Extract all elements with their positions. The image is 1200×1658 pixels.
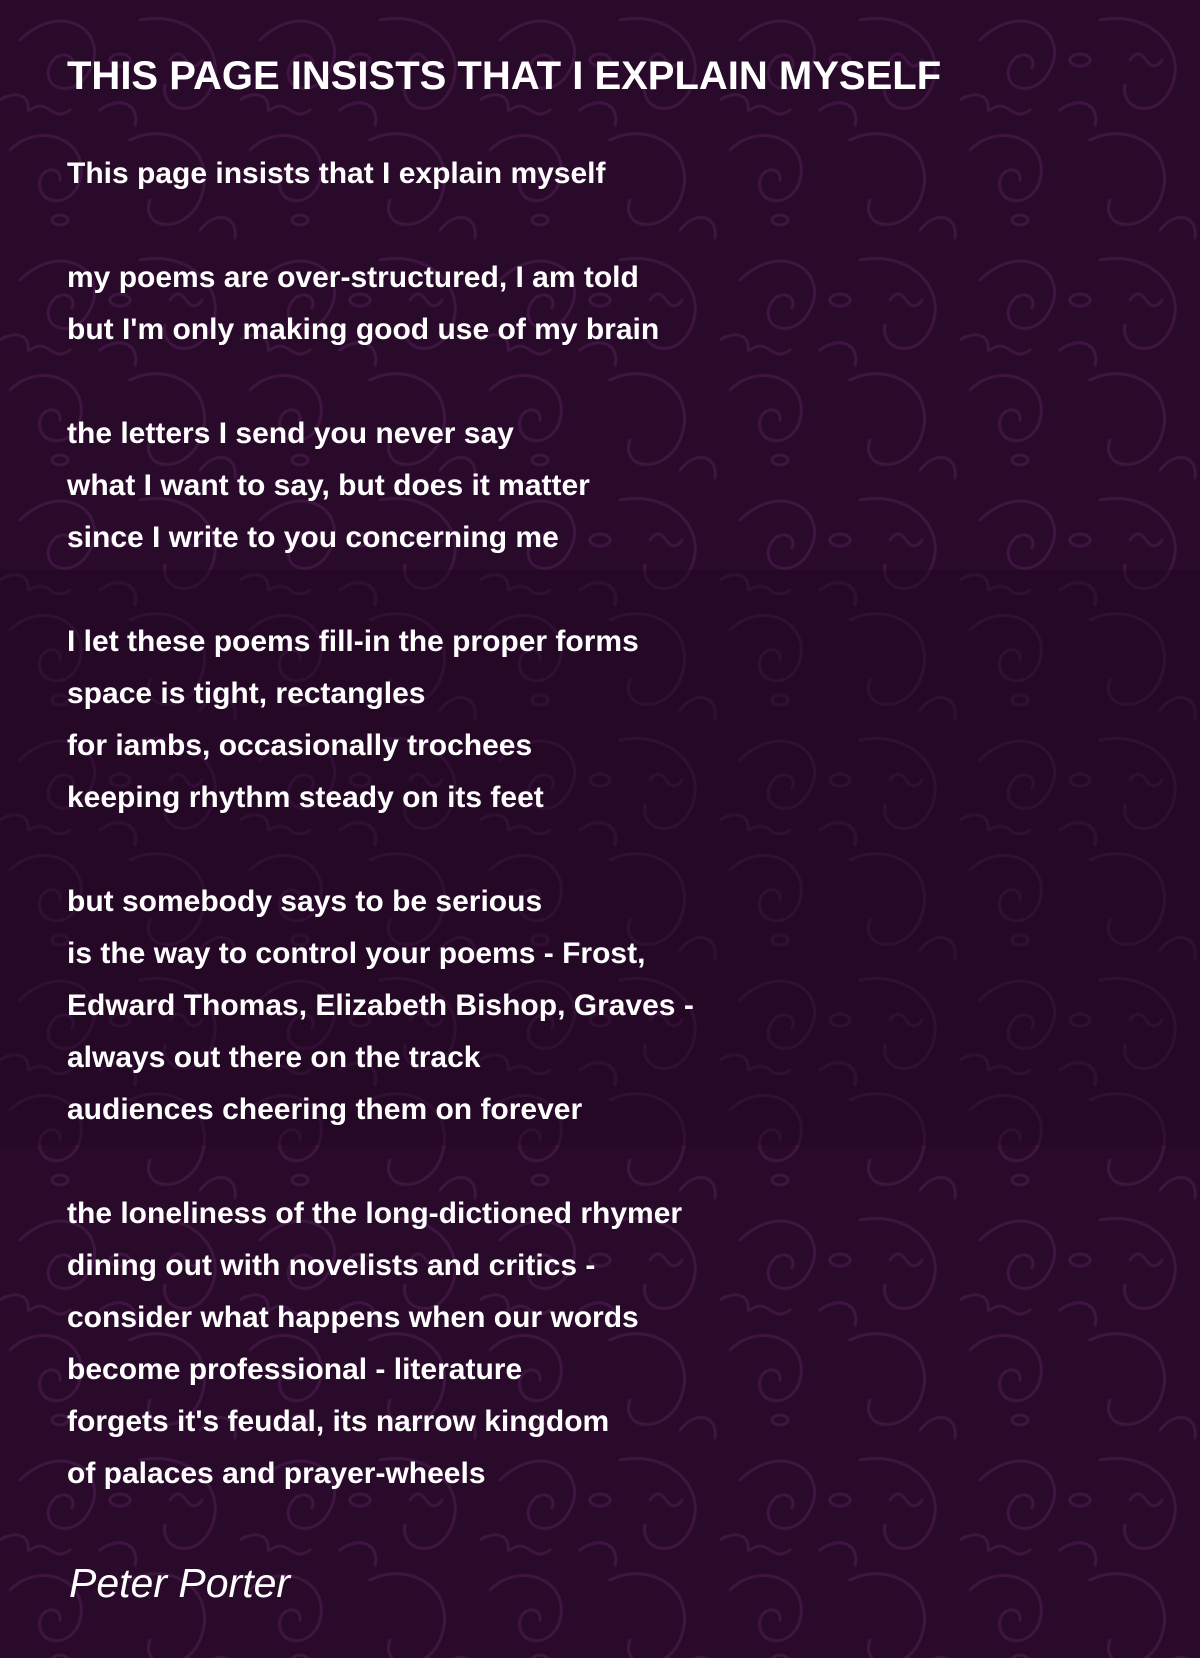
- poem-line: space is tight, rectangles: [67, 677, 426, 710]
- poem-title: THIS PAGE INSISTS THAT I EXPLAIN MYSELF: [67, 54, 942, 98]
- stanza-break: [67, 564, 694, 616]
- poem-line: consider what happens when our words: [67, 1301, 639, 1334]
- poem-line: since I write to you concerning me: [67, 521, 559, 554]
- poem-body: [67, 148, 694, 1500]
- poem-line: audiences cheering them on forever: [67, 1093, 583, 1126]
- poem-line: what I want to say, but does it matter: [67, 469, 590, 502]
- poem-author: Peter Porter: [69, 1560, 291, 1606]
- poem-line: the letters I send you never say: [67, 417, 514, 450]
- poem-line: Edward Thomas, Elizabeth Bishop, Graves -: [67, 989, 694, 1022]
- poem-line: the loneliness of the long-dictioned rhymer: [67, 1197, 683, 1230]
- poem-line: my poems are over-structured, I am told: [67, 261, 639, 294]
- stanza-break: [67, 356, 694, 408]
- poem-line: for iambs, occasionally trochees: [67, 729, 533, 762]
- poem-line: is the way to control your poems - Frost,: [67, 937, 646, 970]
- poem-line: but somebody says to be serious: [67, 885, 543, 918]
- poem-line: dining out with novelists and critics -: [67, 1249, 596, 1282]
- stanza-break: [67, 200, 694, 252]
- stanza-break: [67, 824, 694, 876]
- poem-line: but I'm only making good use of my brain: [67, 313, 660, 346]
- stanza-break: [67, 1136, 694, 1188]
- poem-line: forgets it's feudal, its narrow kingdom: [67, 1405, 610, 1438]
- poem-line: keeping rhythm steady on its feet: [67, 781, 544, 814]
- poem-line: always out there on the track: [67, 1041, 481, 1074]
- poem-line: This page insists that I explain myself: [67, 157, 606, 190]
- poem-line: I let these poems fill-in the proper forms: [67, 625, 639, 658]
- poem-line: become professional - literature: [67, 1353, 523, 1386]
- poem-line: of palaces and prayer-wheels: [67, 1457, 486, 1490]
